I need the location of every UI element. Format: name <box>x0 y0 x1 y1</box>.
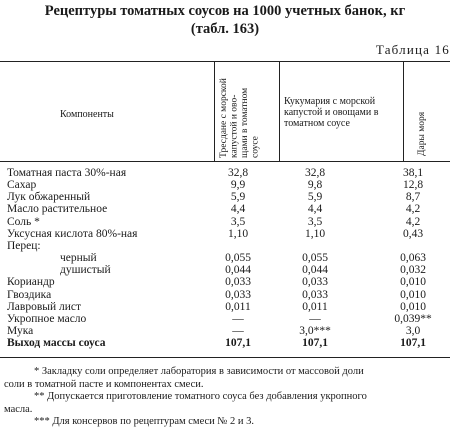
row-name: душистый <box>60 264 111 277</box>
row-name: Лук обжаренный <box>7 191 91 204</box>
cell-value: 1,10 <box>304 227 326 240</box>
cell-value: 4,4 <box>307 203 323 216</box>
table-header-rule <box>0 161 450 162</box>
header-col1: Тресдане с морской капустой и ово- щами в томатном соусе <box>219 78 261 158</box>
table-row <box>0 203 450 215</box>
cell-value: 0,010 <box>400 300 426 313</box>
cell-value: 12,8 <box>402 179 424 192</box>
row-name: Масло растительное <box>7 203 108 216</box>
cell-value: 9,8 <box>307 179 323 192</box>
column-divider <box>214 61 215 161</box>
cell-value: 3,0*** <box>299 324 331 337</box>
header-col3: Дары моря <box>417 111 427 156</box>
cell-value: 4,2 <box>405 215 421 228</box>
cell-value: 4,4 <box>230 203 246 216</box>
footnote-3: *** Для консервов по рецептурам смеси № 2 и 3. <box>34 416 255 427</box>
cell-value: 9,9 <box>230 179 246 192</box>
cell-value: 0,032 <box>400 264 426 277</box>
cell-value: 0,010 <box>400 288 426 301</box>
table-row <box>0 301 450 313</box>
table-row <box>0 167 450 179</box>
footnotes <box>0 366 450 429</box>
table-row <box>0 289 450 301</box>
cell-value: 5,9 <box>230 191 246 204</box>
cell-value: 3,5 <box>230 215 246 228</box>
cell-value: 32,8 <box>227 167 249 179</box>
cell-value: 107,1 <box>225 337 251 350</box>
cell-value: 107,1 <box>302 337 328 350</box>
cell-value: — <box>232 312 244 325</box>
table-row <box>0 337 450 349</box>
cell-value: 0,033 <box>225 288 251 301</box>
row-name: Сахар <box>7 179 37 192</box>
cell-value: 0,063 <box>400 252 426 265</box>
row-name: черный <box>60 252 97 265</box>
column-divider <box>403 61 404 161</box>
cell-value: 0,033 <box>302 288 328 301</box>
cell-value: 3,0 <box>405 324 421 337</box>
row-name: Томатная паста 30%-ная <box>7 167 127 179</box>
column-divider <box>279 61 280 161</box>
cell-value: 0,044 <box>302 264 328 277</box>
table-row <box>0 179 450 191</box>
header-col2: Кукумария с морской капустой и овощами в томатном соусе <box>284 96 379 129</box>
cell-value: 107,1 <box>400 337 426 350</box>
footnote-2-cont: масла. <box>4 403 33 415</box>
table-top-rule <box>0 61 450 62</box>
cell-value: 0,039** <box>394 312 432 325</box>
cell-value: — <box>232 324 244 337</box>
table-row <box>0 191 450 203</box>
cell-value: 0,011 <box>225 300 251 313</box>
cell-value: 8,7 <box>405 191 421 204</box>
row-name: Мука <box>7 324 34 337</box>
table-row <box>0 325 450 337</box>
cell-value: 5,9 <box>307 191 323 204</box>
table-bottom-rule <box>0 357 450 358</box>
table-row <box>0 216 450 228</box>
footnote-2: ** Допускается приготовление томатного соуса без добавления укропного <box>34 391 367 402</box>
row-name: Выход массы соуса <box>7 337 106 350</box>
footnote-1: * Закладку соли определяет лаборатория в зависимости от массовой доли <box>34 366 364 377</box>
cell-value: 3,5 <box>307 215 323 228</box>
cell-value: 0,055 <box>225 252 251 265</box>
cell-value: — <box>309 312 321 325</box>
cell-value: 32,8 <box>304 167 326 179</box>
cell-value: 0,044 <box>225 264 251 277</box>
cell-value: 0,43 <box>402 227 424 240</box>
table-row <box>0 252 450 264</box>
cell-value: 0,010 <box>400 276 426 289</box>
page-subtitle: (табл. 163) <box>190 21 260 37</box>
row-name: Лавровый лист <box>7 300 82 313</box>
row-name: Соль * <box>7 215 40 228</box>
cell-value: 0,011 <box>302 300 328 313</box>
row-name: Перец: <box>7 239 41 252</box>
table-row <box>0 240 450 252</box>
table-label: Таблица 16 <box>375 42 450 57</box>
row-name: Укропное масло <box>7 312 87 325</box>
row-name: Уксусная кислота 80%-ная <box>7 227 138 240</box>
cell-value: 1,10 <box>227 227 249 240</box>
cell-value: 0,033 <box>302 276 328 289</box>
table-row <box>0 276 450 288</box>
cell-value: 0,055 <box>302 252 328 265</box>
page-title: Рецептуры томатных соусов на 1000 учетных банок, кг <box>44 3 406 19</box>
table-row <box>0 264 450 276</box>
row-name: Гвоздика <box>7 288 52 301</box>
cell-value: 0,033 <box>225 276 251 289</box>
table-row <box>0 313 450 325</box>
cell-value: 38,1 <box>402 167 424 179</box>
footnote-1-cont: соли в томатной пасте и компонентах смеси. <box>4 378 204 390</box>
cell-value: 4,2 <box>405 203 421 216</box>
header-components: Компоненты <box>60 109 114 120</box>
row-name: Кориандр <box>7 276 55 289</box>
table-row <box>0 228 450 240</box>
